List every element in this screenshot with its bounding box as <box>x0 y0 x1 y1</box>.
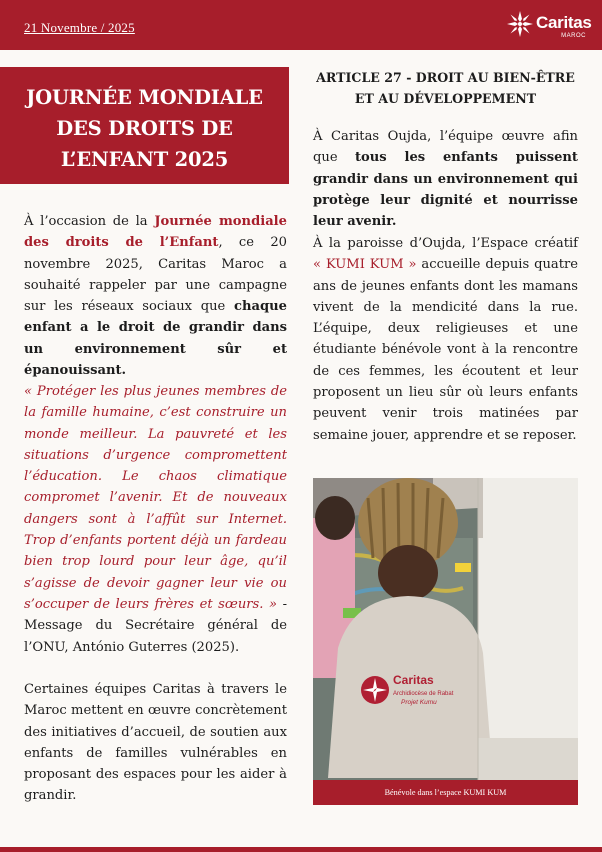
page-title <box>0 67 289 184</box>
caritas-flame-icon <box>506 10 534 38</box>
oujda-text: À Caritas Oujda, l’équipe œuvre afin que <box>313 129 578 166</box>
footer-bar <box>0 847 602 852</box>
title-line-1: JOURNÉE MONDIALE <box>26 86 263 109</box>
volunteer-photo-illustration <box>313 478 578 780</box>
date-label: 21 Novembre / 2025 <box>24 20 135 35</box>
photo-caption: Bénévole dans l’espace KUMI KUM <box>313 780 578 805</box>
initiatives-paragraph: Certaines équipes Caritas à travers le Maroc mettent en œuvre concrètement des initiatives d’accueil, de soutien aux enfants de familles vulnérables en proposant des espaces pour les aider à grandir. <box>24 682 287 804</box>
logo-subtitle: MAROC <box>561 33 586 39</box>
header-bar <box>0 0 602 50</box>
caritas-logo <box>506 8 592 42</box>
title-line-2: DES DROITS DE <box>56 117 233 140</box>
kumikum-paragraph <box>313 233 578 446</box>
un-quote: « Protéger les plus jeunes membres de la famille humaine, c’est construire un monde meilleur. La pauvreté et les situations d’urgence compromettent l’éducation. Le chaos climatique compromet l’avenir. Et de nouveaux dangers sont à l’affût sur Internet. Trop d’enfants portent déjà un fardeau bien trop lourd pour leur âge, qu’il s’agisse de devoir gagner leur vie ou s’occuper de leurs frères et sœurs. » <box>24 384 287 612</box>
logo-wordmark: Caritas <box>536 13 592 32</box>
quote-paragraph <box>24 381 287 658</box>
kumikum-text-cont: accueille depuis quatre ans de jeunes enfants dont les mamans vivent de la mendicité dans la rue. L’équipe, deux religieuses et une étudiante bénévole vont à la rencontre de ces femmes, les écoutent et leur proposent un lieu sûr où leurs enfants peuvent venir trois matinées par semaine jouer, apprendre et se reposer. <box>313 257 578 443</box>
title-line-3: L’ENFANT 2025 <box>60 148 229 171</box>
shirt-brand-text: Caritas <box>393 673 434 687</box>
intro-text: À l’occasion de la <box>24 214 155 229</box>
intro-paragraph <box>24 211 287 381</box>
event-name-highlight: Journée mondiale des droits de l’Enfant <box>24 214 287 251</box>
kumikum-text: À la paroisse d’Oujda, l’Espace créatif <box>313 236 578 251</box>
shirt-sub-text-2: Projet Kumu <box>401 699 437 706</box>
quote-attribution: - Message du Secrétaire général de l’ONU, António Guterres (2025). <box>24 596 287 655</box>
volunteer-photo <box>313 478 578 780</box>
oujda-key-message: tous les enfants puissent grandir dans un environnement qui protège leur dignité et nourrisse leur avenir. <box>313 150 578 230</box>
intro-key-message: chaque enfant a le droit de grandir dans un environnement sûr et épanouissant. <box>24 299 287 379</box>
intro-text-cont: , ce 20 novembre 2025, Caritas Maroc a souhaité rappeler par une campagne sur les réseaux sociaux que <box>24 235 288 315</box>
oujda-paragraph <box>313 126 578 232</box>
article-title: ARTICLE 27 - DROIT AU BIEN-ÊTRE ET AU DÉVELOPPEMENT <box>316 70 575 106</box>
shirt-sub-text-1: Archidiocèse de Rabat <box>393 691 454 697</box>
kumikum-name: « KUMI KUM » <box>313 257 417 273</box>
